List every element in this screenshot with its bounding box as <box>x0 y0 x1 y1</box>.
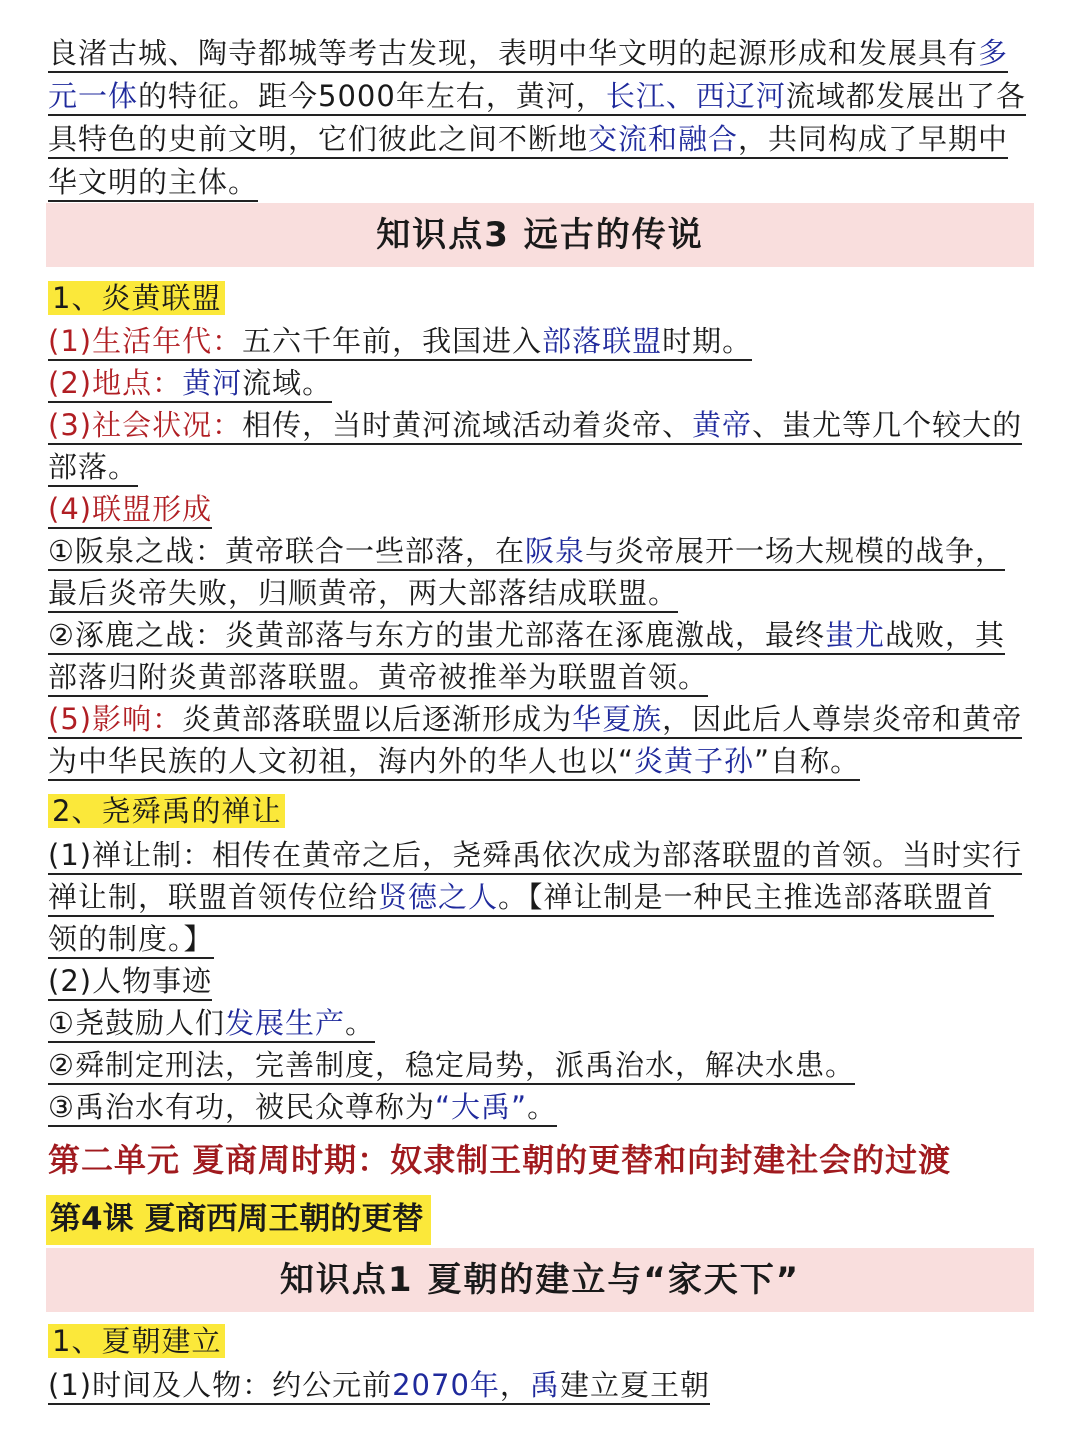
s1-e-cont <box>48 742 860 780</box>
text: ①阪泉之战：黄帝联合一些部落，在 <box>48 534 525 571</box>
text: 时期。 <box>662 324 752 361</box>
text: 部落归附炎黄部落联盟。黄帝被推举为联盟首领。 <box>48 660 708 697</box>
text: ②涿鹿之战：炎黄部落与东方的蚩尤部落在涿鹿激战，最终 <box>48 618 825 655</box>
item-label: (4)联盟形成 <box>48 492 212 529</box>
text: 与炎帝展开一场大规模的战争， <box>585 534 1005 571</box>
keyword: 黄河 <box>182 366 242 403</box>
section-2-title <box>48 792 285 830</box>
s1-d <box>48 490 212 528</box>
keyword: 华夏族 <box>572 702 662 739</box>
intro-line-3 <box>48 120 1008 158</box>
keyword: 发展生产 <box>225 1006 345 1043</box>
text: 的特征。距今5000年左右，黄河， <box>138 79 606 116</box>
kp1-heading: 知识点1 夏朝的建立与“家天下” <box>46 1248 1034 1312</box>
keyword: 交流和融合 <box>588 122 738 159</box>
text: 战败，其 <box>885 618 1005 655</box>
item-label: (2)地点： <box>48 366 182 403</box>
text: 为中华民族的人文初祖，海内外的华人也以“ <box>48 744 634 781</box>
section-title: 2、尧舜禹的禅让 <box>48 794 285 828</box>
s1-b <box>48 364 332 402</box>
unit-2-title: 第二单元 夏商周时期：奴隶制王朝的更替和向封建社会的过渡 <box>48 1141 952 1179</box>
text: 最后炎帝失败，归顺黄帝，两大部落结成联盟。 <box>48 576 678 613</box>
item-label: (5)影响： <box>48 702 182 739</box>
keyword: 蚩尤 <box>825 618 885 655</box>
s1-e <box>48 700 1022 738</box>
s2-b3 <box>48 1088 557 1126</box>
keyword: 多 <box>978 36 1008 73</box>
item-label: (2)人物事迹 <box>48 964 212 1001</box>
text: ，共同构成了早期中 <box>738 122 1008 159</box>
s2-b <box>48 962 212 1000</box>
text: 部落。 <box>48 450 138 487</box>
text: 、蚩尤等几个较大的 <box>752 408 1022 445</box>
s2-a <box>48 836 1022 874</box>
text: 禅让制，联盟首领传位给 <box>48 880 378 917</box>
section-title: 1、炎黄联盟 <box>48 281 225 315</box>
keyword: 黄帝 <box>692 408 752 445</box>
s3-a <box>48 1366 710 1404</box>
text: 。 <box>345 1006 375 1043</box>
text: 华文明的主体。 <box>48 165 258 202</box>
text: ③禹治水有功，被民众尊称为 <box>48 1090 435 1127</box>
s1-d2 <box>48 616 1005 654</box>
s1-d1-cont <box>48 574 678 612</box>
text: ①尧鼓励人们 <box>48 1006 225 1043</box>
s2-b1 <box>48 1004 375 1042</box>
keyword: 贤德之人 <box>378 880 498 917</box>
keyword: 长江、西辽河 <box>606 79 786 116</box>
s2-a-cont-2 <box>48 920 214 958</box>
keyword: 2070年 <box>392 1368 500 1405</box>
text: ， <box>500 1368 530 1405</box>
intro-line-1 <box>48 34 1008 72</box>
text: 相传，当时黄河流域活动着炎帝、 <box>242 408 692 445</box>
keyword: 部落联盟 <box>542 324 662 361</box>
text: 建立夏王朝 <box>560 1368 710 1405</box>
s2-a-cont <box>48 878 994 916</box>
section-1-title <box>48 279 225 317</box>
text: (1)禅让制：相传在黄帝之后，尧舜禹依次成为部落联盟的首领。当时实行 <box>48 838 1022 875</box>
text: ”自称。 <box>754 744 860 781</box>
keyword: 禹 <box>530 1368 560 1405</box>
keyword: 阪泉 <box>525 534 585 571</box>
keyword: 炎黄子孙 <box>634 744 754 781</box>
s1-c-cont <box>48 448 138 486</box>
text: ，因此后人尊崇炎帝和黄帝 <box>662 702 1022 739</box>
text: 具特色的史前文明，它们彼此之间不断地 <box>48 122 588 159</box>
section-3-title <box>48 1322 225 1360</box>
intro-line-2 <box>48 77 1026 115</box>
section-title: 1、夏朝建立 <box>48 1324 225 1358</box>
text: 。【禅让制是一种民主推选部落联盟首 <box>498 880 994 917</box>
keyword: “大禹” <box>435 1090 527 1127</box>
text: 。 <box>527 1090 557 1127</box>
text: 炎黄部落联盟以后逐渐形成为 <box>182 702 572 739</box>
text: 领的制度。】 <box>48 922 214 959</box>
kp3-heading: 知识点3 远古的传说 <box>46 203 1034 267</box>
intro-line-4 <box>48 163 258 201</box>
s1-d2-cont <box>48 658 708 696</box>
s1-c <box>48 406 1022 444</box>
item-label: (1)生活年代： <box>48 324 242 361</box>
text: 流域都发展出了各 <box>786 79 1026 116</box>
lesson-4-title: 第4课 夏商西周王朝的更替 <box>46 1195 431 1245</box>
s2-b2 <box>48 1046 855 1084</box>
item-label: (3)社会状况： <box>48 408 242 445</box>
text: 五六千年前，我国进入 <box>242 324 542 361</box>
text: (1)时间及人物：约公元前 <box>48 1368 392 1405</box>
keyword: 元一体 <box>48 79 138 116</box>
text: 良渚古城、陶寺都城等考古发现，表明中华文明的起源形成和发展具有 <box>48 36 978 73</box>
text: 流域。 <box>242 366 332 403</box>
s1-a <box>48 322 752 360</box>
text: ②舜制定刑法，完善制度，稳定局势，派禹治水，解决水患。 <box>48 1048 855 1085</box>
s1-d1 <box>48 532 1005 570</box>
